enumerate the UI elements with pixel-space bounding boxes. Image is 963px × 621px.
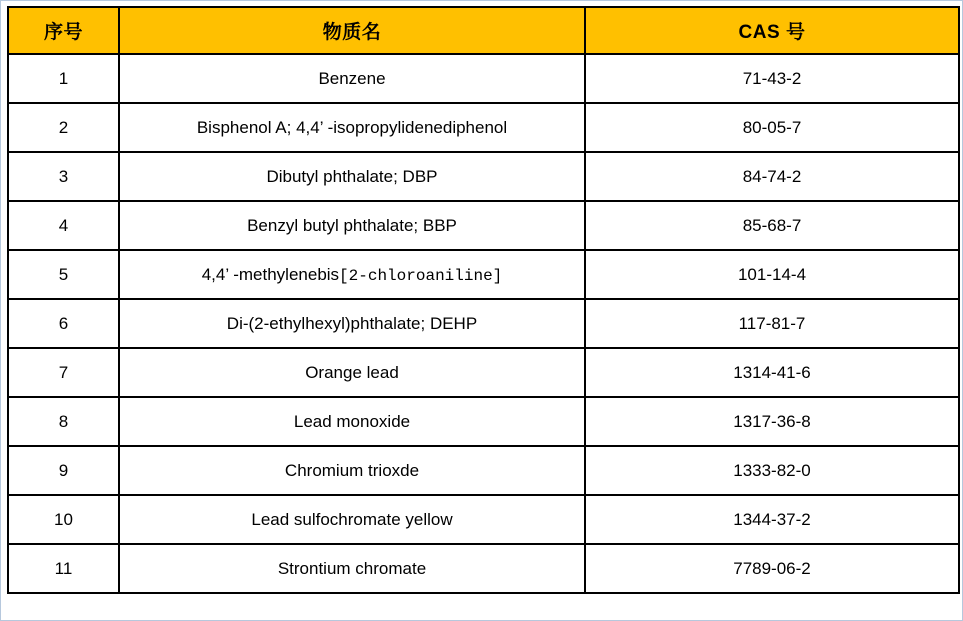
table-row (8, 348, 959, 397)
substance-name-text: Lead sulfochromate yellow (251, 509, 453, 529)
table-row (8, 495, 959, 544)
substance-name-text: Di-(2-ethylhexyl)phthalate; DEHP (226, 313, 478, 333)
col-header-cas-number: CAS 号 (585, 7, 959, 54)
cell-cas-number: 1314-41-6 (585, 348, 959, 397)
table-row (8, 544, 959, 593)
cell-cas-number: 71-43-2 (585, 54, 959, 103)
cell-cas-number: 1333-82-0 (585, 446, 959, 495)
table-row (8, 54, 959, 103)
cell-cas-number: 101-14-4 (585, 250, 959, 299)
cell-substance-name (119, 397, 585, 446)
cell-index: 2 (8, 103, 119, 152)
cell-substance-name (119, 54, 585, 103)
substance-name-text: Strontium chromate (277, 558, 427, 578)
cell-index: 3 (8, 152, 119, 201)
table-row (8, 103, 959, 152)
substance-name-text: Lead monoxide (293, 411, 411, 431)
table-header (8, 7, 959, 54)
cell-cas-number: 7789-06-2 (585, 544, 959, 593)
substance-name-text: 4,4’ -methylenebis (201, 264, 340, 284)
col-header-substance-name: 物质名 (119, 7, 585, 54)
cell-index: 7 (8, 348, 119, 397)
cell-cas-number: 1344-37-2 (585, 495, 959, 544)
cell-cas-number: 117-81-7 (585, 299, 959, 348)
cell-substance-name (119, 446, 585, 495)
header-row (8, 7, 959, 54)
col-header-index: 序号 (8, 7, 119, 54)
cell-cas-number: 85-68-7 (585, 201, 959, 250)
cell-index: 1 (8, 54, 119, 103)
cell-cas-number: 80-05-7 (585, 103, 959, 152)
cell-index: 6 (8, 299, 119, 348)
cell-cas-number: 84-74-2 (585, 152, 959, 201)
table-row (8, 397, 959, 446)
table-row (8, 446, 959, 495)
cell-cas-number: 1317-36-8 (585, 397, 959, 446)
substance-name-text: Benzene (318, 68, 386, 88)
cell-substance-name (119, 495, 585, 544)
cell-substance-name (119, 250, 585, 299)
cell-substance-name (119, 544, 585, 593)
substance-name-alt-text: [2-chloroaniline] (339, 266, 503, 285)
cell-substance-name (119, 201, 585, 250)
table-body (8, 54, 959, 593)
cell-index: 5 (8, 250, 119, 299)
table-row (8, 201, 959, 250)
table-row (8, 250, 959, 299)
cell-substance-name (119, 348, 585, 397)
substance-name-text: Benzyl butyl phthalate; BBP (247, 215, 457, 235)
substance-name-text: Chromium trioxde (284, 460, 420, 480)
table-row (8, 299, 959, 348)
table-row (8, 152, 959, 201)
substance-name-text: Orange lead (305, 362, 399, 382)
cell-substance-name (119, 152, 585, 201)
cell-substance-name (119, 299, 585, 348)
page (1, 1, 962, 594)
cell-index: 4 (8, 201, 119, 250)
cell-index: 10 (8, 495, 119, 544)
substances-table (7, 6, 960, 594)
cell-substance-name (119, 103, 585, 152)
substance-name-text: Bisphenol A; 4,4’ -isopropylidenediphenol (196, 117, 508, 137)
cell-index: 11 (8, 544, 119, 593)
substance-name-text: Dibutyl phthalate; DBP (266, 166, 438, 186)
cell-index: 8 (8, 397, 119, 446)
cell-index: 9 (8, 446, 119, 495)
